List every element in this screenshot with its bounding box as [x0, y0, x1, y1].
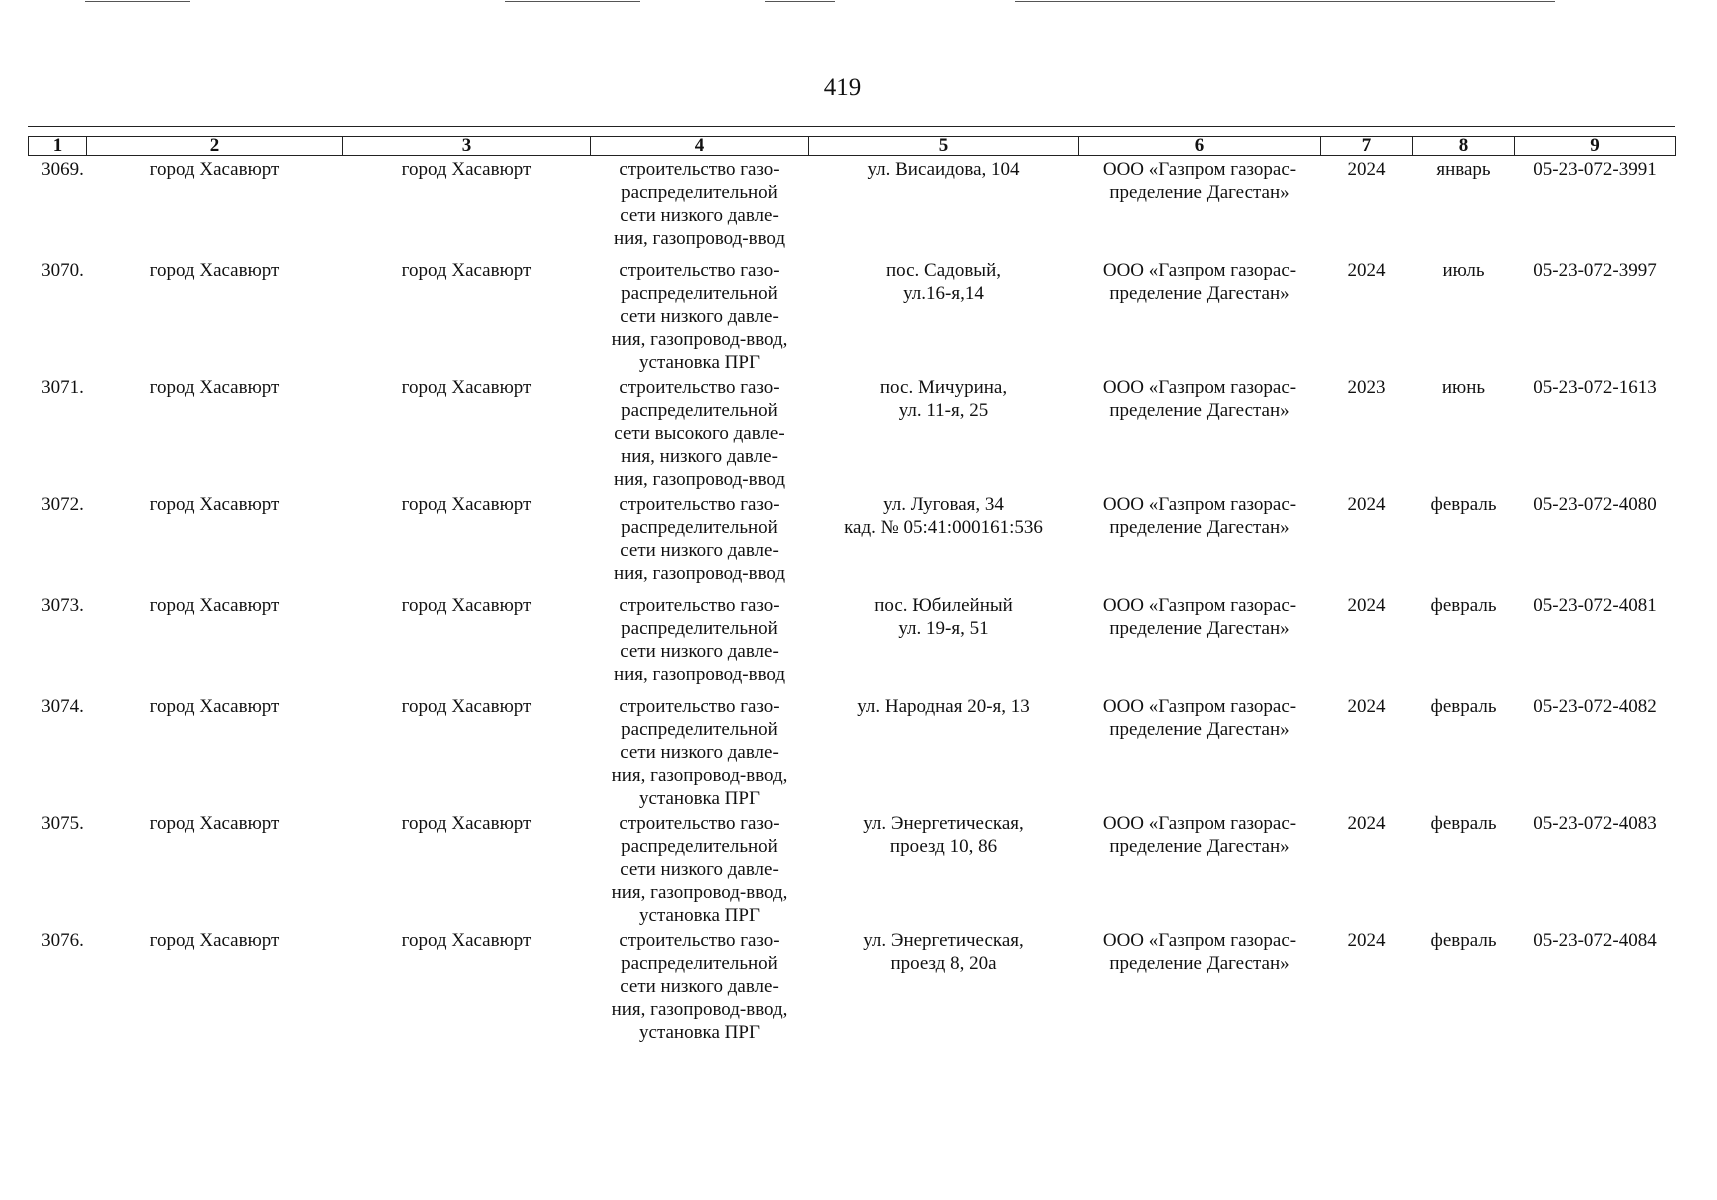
code-cell: 05-23-072-4083	[1533, 812, 1657, 834]
table-row	[29, 810, 1676, 927]
address-cell: пос. Садовый, ул.16-я,14	[885, 259, 1001, 304]
settlement-cell: город Хасавюрт	[401, 159, 532, 180]
month-cell: январь	[1436, 159, 1491, 180]
address-cell: пос. Юбилейный ул. 19-я, 51	[874, 594, 1013, 639]
settlement-cell: город Хасавюрт	[401, 493, 532, 515]
code-cell: 05-23-072-4082	[1533, 695, 1657, 717]
settlement-cell: город Хасавюрт	[401, 594, 532, 616]
organization-cell: ООО «Газпром газорас- пределение Дагестан»	[1102, 695, 1297, 740]
organization-cell: ООО «Газпром газорас- пределение Дагестан»	[1102, 493, 1297, 538]
row-number: 3070.	[41, 259, 84, 281]
column-header: 2	[87, 137, 343, 156]
code-cell: 05-23-072-4081	[1533, 594, 1657, 616]
work-type-cell: строительство газо- распределительной сети низкого давле- ния, газопровод-ввод, установка ПРГ	[611, 259, 788, 373]
municipality-cell: город Хасавюрт	[149, 812, 280, 834]
row-number: 3075.	[41, 812, 84, 834]
scan-edge-mark	[1015, 1, 1555, 2]
month-cell: февраль	[1430, 812, 1497, 834]
column-header: 4	[591, 137, 809, 156]
table-row	[29, 927, 1676, 1044]
address-cell: ул. Энергетическая, проезд 10, 86	[863, 812, 1024, 857]
work-type-cell: строительство газо- распределительной сети низкого давле- ния, газопровод-ввод	[613, 493, 786, 584]
municipality-cell: город Хасавюрт	[149, 159, 280, 180]
column-header: 7	[1321, 137, 1413, 156]
table-row	[29, 491, 1676, 592]
municipality-cell: город Хасавюрт	[149, 376, 280, 398]
address-cell: ул. Луговая, 34 кад. № 05:41:000161:536	[844, 493, 1043, 538]
scan-edge-mark	[765, 1, 835, 2]
work-type-cell: строительство газо- распределительной сети низкого давле- ния, газопровод-ввод	[613, 159, 786, 249]
organization-cell: ООО «Газпром газорас- пределение Дагестан»	[1102, 376, 1297, 421]
month-cell: февраль	[1430, 594, 1497, 616]
month-cell: февраль	[1430, 929, 1497, 951]
code-cell: 05-23-072-1613	[1533, 376, 1657, 398]
month-cell: июль	[1442, 259, 1485, 281]
month-cell: февраль	[1430, 695, 1497, 717]
municipality-cell: город Хасавюрт	[149, 695, 280, 717]
municipality-cell: город Хасавюрт	[149, 594, 280, 616]
year-cell: 2023	[1347, 376, 1386, 398]
settlement-cell: город Хасавюрт	[401, 812, 532, 834]
municipality-cell: город Хасавюрт	[149, 259, 280, 281]
address-cell: ул. Энергетическая, проезд 8, 20а	[863, 929, 1024, 974]
settlement-cell: город Хасавюрт	[401, 695, 532, 717]
year-cell: 2024	[1347, 695, 1386, 717]
row-number: 3071.	[41, 376, 84, 398]
year-cell: 2024	[1347, 594, 1386, 616]
year-cell: 2024	[1347, 929, 1386, 951]
table-row	[29, 693, 1676, 810]
table-top-rule	[28, 126, 1675, 127]
work-type-cell: строительство газо- распределительной сети низкого давле- ния, газопровод-ввод, установка ПРГ	[611, 929, 788, 1043]
code-cell: 05-23-072-3991	[1533, 159, 1657, 180]
address-cell: ул. Висаидова, 104	[867, 159, 1020, 180]
column-header: 8	[1413, 137, 1515, 156]
settlement-cell: город Хасавюрт	[401, 929, 532, 951]
organization-cell: ООО «Газпром газорас- пределение Дагестан»	[1102, 812, 1297, 857]
row-number: 3074.	[41, 695, 84, 717]
month-cell: февраль	[1430, 493, 1497, 515]
column-header: 9	[1515, 137, 1676, 156]
row-number: 3069.	[41, 159, 84, 180]
settlement-cell: город Хасавюрт	[401, 376, 532, 398]
year-cell: 2024	[1347, 159, 1386, 180]
code-cell: 05-23-072-4084	[1533, 929, 1657, 951]
settlement-cell: город Хасавюрт	[401, 259, 532, 281]
registry-table	[28, 136, 1676, 1044]
table-row	[29, 257, 1676, 374]
table-body	[29, 156, 1676, 1044]
municipality-cell: город Хасавюрт	[149, 493, 280, 515]
row-number: 3073.	[41, 594, 84, 616]
column-header: 3	[343, 137, 591, 156]
scan-edge-mark	[505, 1, 640, 2]
table-header	[29, 137, 1676, 156]
organization-cell: ООО «Газпром газорас- пределение Дагестан»	[1102, 259, 1297, 304]
code-cell: 05-23-072-3997	[1533, 259, 1657, 281]
work-type-cell: строительство газо- распределительной сети высокого давле- ния, низкого давле- ния, газопровод-ввод	[613, 376, 786, 490]
organization-cell: ООО «Газпром газорас- пределение Дагестан»	[1102, 929, 1297, 974]
address-cell: ул. Народная 20-я, 13	[857, 695, 1030, 717]
address-cell: пос. Мичурина, ул. 11-я, 25	[879, 376, 1008, 421]
year-cell: 2024	[1347, 812, 1386, 834]
month-cell: июнь	[1441, 376, 1486, 398]
work-type-cell: строительство газо- распределительной сети низкого давле- ния, газопровод-ввод, установка ПРГ	[611, 812, 788, 926]
column-header: 6	[1079, 137, 1321, 156]
year-cell: 2024	[1347, 493, 1386, 515]
scan-edge-mark	[85, 1, 190, 2]
header-row	[29, 137, 1676, 156]
table-row	[29, 374, 1676, 491]
work-type-cell: строительство газо- распределительной сети низкого давле- ния, газопровод-ввод, установка ПРГ	[611, 695, 788, 809]
code-cell: 05-23-072-4080	[1533, 493, 1657, 515]
organization-cell: ООО «Газпром газорас- пределение Дагестан»	[1102, 594, 1297, 639]
year-cell: 2024	[1347, 259, 1386, 281]
table-row	[29, 592, 1676, 693]
page-number: 419	[823, 74, 862, 101]
municipality-cell: город Хасавюрт	[149, 929, 280, 951]
row-number: 3072.	[41, 493, 84, 515]
column-header: 5	[809, 137, 1079, 156]
table-row	[29, 156, 1676, 257]
row-number: 3076.	[41, 929, 84, 951]
organization-cell: ООО «Газпром газорас- пределение Дагестан»	[1102, 159, 1297, 203]
work-type-cell: строительство газо- распределительной сети низкого давле- ния, газопровод-ввод	[613, 594, 786, 685]
column-header: 1	[29, 137, 87, 156]
